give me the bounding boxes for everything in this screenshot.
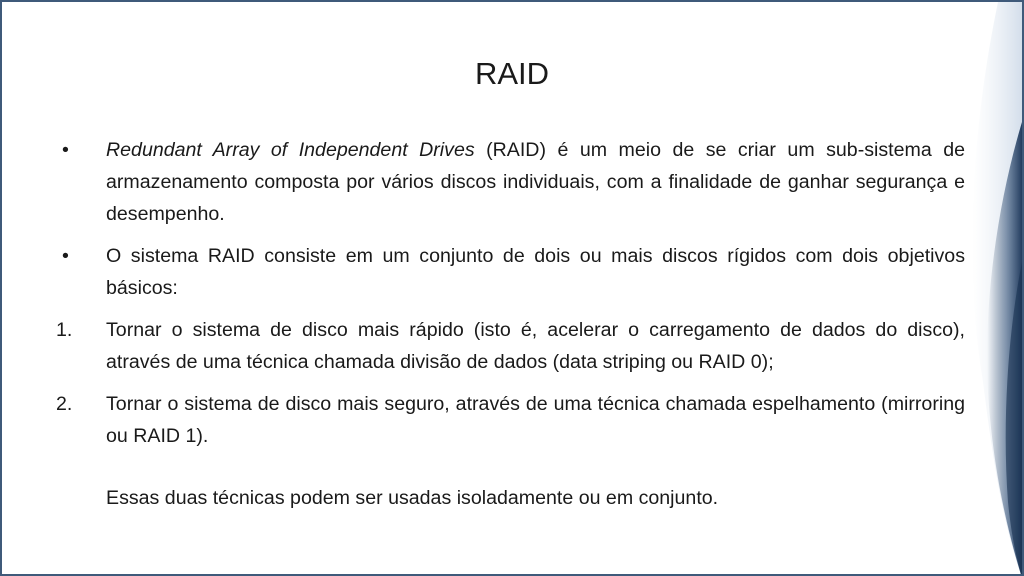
bullet-marker: • — [62, 139, 69, 161]
numbered-item-1 — [58, 314, 965, 378]
number-marker: 1. — [56, 319, 73, 341]
numbered-text: Tornar o sistema de disco mais seguro, através de uma técnica chamada espelhamento (mirroring ou RAID 1). — [106, 393, 965, 447]
raid-full-name: Redundant Array of Independent Drives — [106, 139, 475, 161]
numbered-item-2 — [58, 388, 965, 452]
closing-statement: Essas duas técnicas podem ser usadas isoladamente ou em conjunto. — [106, 487, 719, 509]
numbered-text: Tornar o sistema de disco mais rápido (isto é, acelerar o carregamento de dados do disco), através de uma técnica chamada divisão de dados (data striping ou RAID 0); — [106, 319, 965, 373]
number-marker: 2. — [56, 393, 73, 415]
bullet-item-raid-objectives — [58, 240, 965, 304]
bullet-marker: • — [62, 245, 69, 267]
bullet-text: O sistema RAID consiste em um conjunto de dois ou mais discos rígidos com dois objetivos básicos: — [106, 245, 965, 299]
slide-title: RAID — [474, 56, 550, 91]
slide-content — [58, 134, 965, 514]
bullet-text: (RAID) é um meio de se criar um sub-sistema de armazenamento composta por vários discos individuais, com a finalidade de ganhar segurança e desempenho. — [106, 139, 965, 225]
bullet-item-raid-definition — [58, 134, 965, 230]
